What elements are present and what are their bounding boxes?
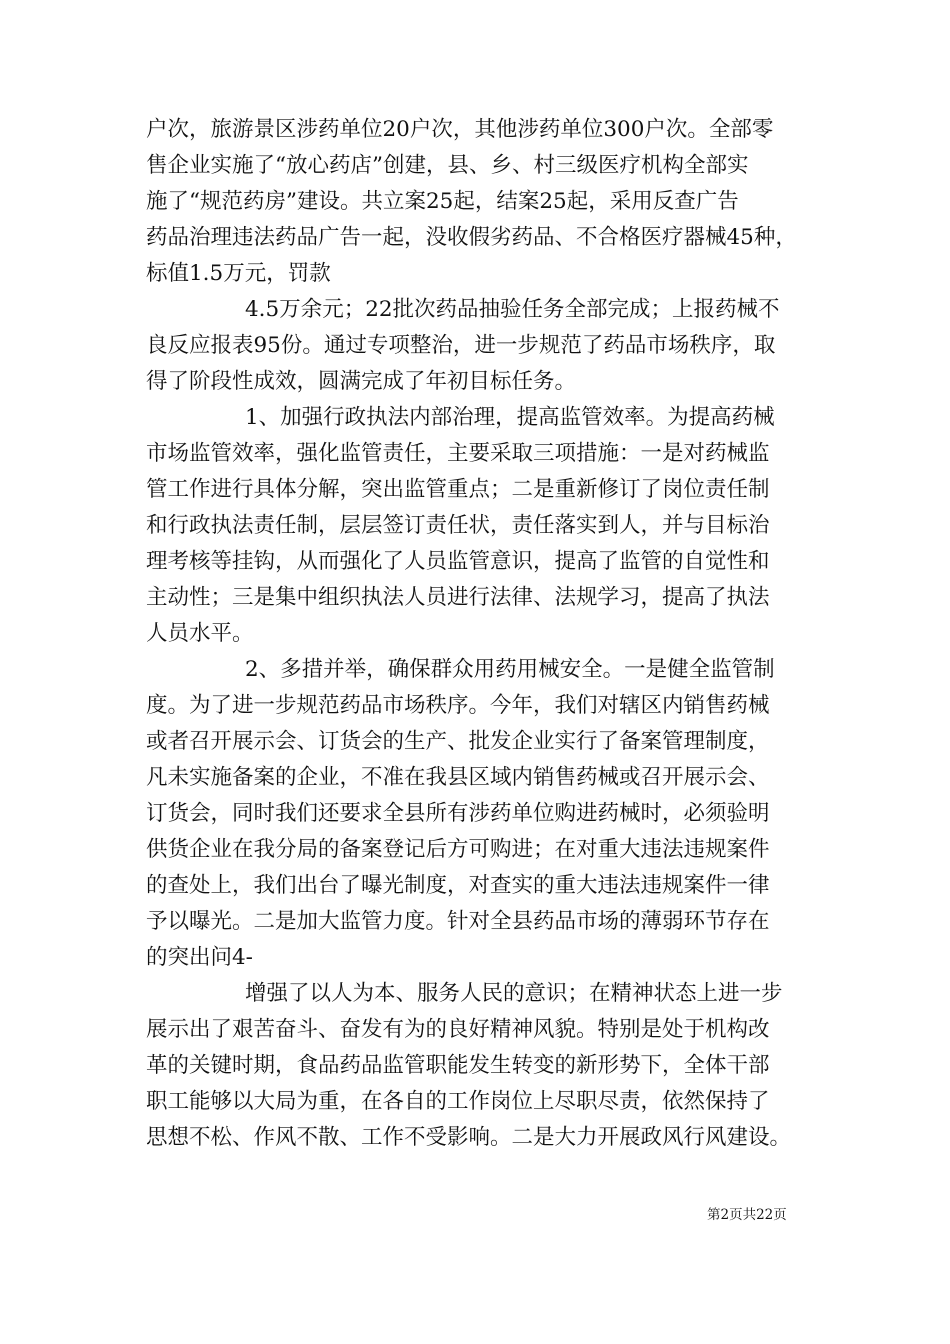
text-line: 得了阶段性成效，圆满完成了年初目标任务。 (146, 369, 577, 394)
text-line: 的查处上，我们出台了曝光制度，对查实的重大违法违规案件一律 (146, 873, 770, 898)
text-line: 市场监管效率，强化监管责任，主要采取三项措施：一是对药械监 (146, 441, 770, 466)
text-line: 思想不松、作风不散、工作不受影响。二是大力开展政风行风建设。 (146, 1125, 792, 1150)
text-line: 予以曝光。二是加大监管力度。针对全县药品市场的薄弱环节存在 (146, 909, 770, 934)
text-line: 售企业实施了“放心药店”创建，县、乡、村三级医疗机构全部实 (146, 153, 749, 178)
text-line: 2、多措并举，确保群众用药用械安全。一是健全监管制 (245, 657, 775, 682)
text-line: 的突出问4- (146, 945, 253, 970)
text-line: 增强了以人为本、服务人民的意识；在精神状态上进一步 (245, 981, 783, 1006)
text-line: 标值1.5万元，罚款 (146, 261, 331, 286)
text-line: 凡未实施备案的企业，不准在我县区域内销售药械或召开展示会、 (146, 765, 770, 790)
text-line: 度。为了进一步规范药品市场秩序。今年，我们对辖区内销售药械 (146, 693, 770, 718)
text-line: 革的关键时期，食品药品监管职能发生转变的新形势下，全体干部 (146, 1053, 770, 1078)
text-line: 4.5万余元；22批次药品抽验任务全部完成；上报药械不 (245, 297, 780, 322)
text-line: 职工能够以大局为重，在各自的工作岗位上尽职尽责，依然保持了 (146, 1089, 770, 1114)
text-line: 订货会，同时我们还要求全县所有涉药单位购进药械时，必须验明 (146, 801, 770, 826)
text-line: 1、加强行政执法内部治理，提高监管效率。为提高药械 (245, 405, 775, 430)
text-line: 良反应报表95份。通过专项整治，进一步规范了药品市场秩序，取 (146, 333, 776, 358)
text-line: 供货企业在我分局的备案登记后方可购进；在对重大违法违规案件 (146, 837, 770, 862)
text-line: 展示出了艰苦奋斗、奋发有为的良好精神风貌。特别是处于机构改 (146, 1017, 770, 1042)
text-line: 人员水平。 (146, 621, 254, 646)
text-line: 和行政执法责任制，层层签订责任状，责任落实到人，并与目标治 (146, 513, 770, 538)
text-line: 施了“规范药房”建设。共立案25起，结案25起，采用反查广告 (146, 189, 739, 214)
text-line: 或者召开展示会、订货会的生产、批发企业实行了备案管理制度， (146, 729, 770, 754)
text-line: 药品治理违法药品广告一起，没收假劣药品、不合格医疗器械45种， (146, 225, 797, 250)
text-line: 主动性；三是集中组织执法人员进行法律、法规学习，提高了执法 (146, 585, 770, 610)
text-line: 理考核等挂钩，从而强化了人员监管意识，提高了监管的自觉性和 (146, 549, 770, 574)
text-line: 户次，旅游景区涉药单位20户次，其他涉药单位300户次。全部零 (146, 117, 774, 142)
text-line: 管工作进行具体分解，突出监管重点；二是重新修订了岗位责任制 (146, 477, 770, 502)
body-text (146, 112, 816, 1156)
page-number-footer: 第2页共22页 (707, 1207, 787, 1223)
